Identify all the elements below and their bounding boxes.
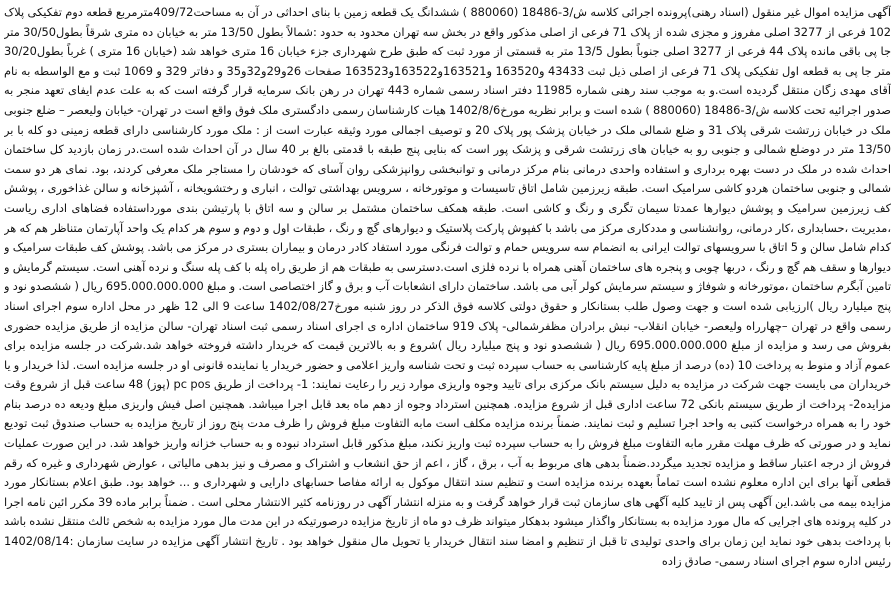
auction-notice-text: آگهی مزایده اموال غیر منقول (اسناد رهنی)پرونده اجرائی کلاسه ش/3-18486 (880060 ) ششدانگ یک قطعه زمین با بنای احداثی در آن به مساحت409/72مترمربع قطعه دوم تفکیکی پلاک 102 فرعی از 3277 اصلی مفروز و مجزی شده از پلاک 71 فرعی از اصلی مذکور واقع در بخش سه تهران محدود به حدود :شمالاً بطول 13/50 متر به خیابان ده متری شرقاً بطول30/50 متر جا پی باقی مانده پلاک 44 فرعی از 3277 اصلی جنوباً بطول 13/5 متر به قسمتی از مورد ثبت که طبق طرح شهرداری جزء خیابان 16 متری خواهد شد (خیابان 16 متری ) غرباً بطول30/20 متر جا پی به قطعه اول تفکیکی پلاک 71 فرعی از اصلی ذیل ثبت 43433 و163520 و163521و163522و163523 صفحات 26و29و32و35 و دفاتر 329 و 1069 ثبت و مع الواسطه به نام آقای مهدی زگان منتقل گردیده است.و به موجب سند رهنی شماره 11985 دفتر اسناد رسمی شماره 443 تهران در رهن بانک سرمایه قرار گرفته است که به علت عدم ایفای تعهد منجر به صدور اجرائیه تحت کلاسه ش/3-18486 (880060 ) شده است و برابر نظریه مورخ1402/8/6 هیات کارشناسان رسمی دادگستری ملک فوق واقع است در تهران- خیابان ولیعصر – ضلع جنوبی ملک در خیابان زرتشت شرقی پلاک 31 و ضلع شمالی ملک در خیابان پزشک پور پلاک 20 و توصیف اجمالی مورد وثیقه عبارت است از : ملک مورد کارشناسی دارای قطعه زمینی دو کله با بر 13/50 متر در دوضلع شمالی و جنوبی رو به خیابان های زرتشت شرقی و پزشک پور است که بنایی پنج طبقه با قدمتی بالغ بر 40 سال در آن احداث شده است.در زمان بازدید کل ساختمان احداث شده در ملک در دست بهره برداری و استفاده واحدی درمانی بنام مرکز درمانی و توانبخشی روانپزشکی روان آسای که خودشان را مستاجر ملک معرفی کردند، بود. نمای هر دو سمت شمالی و جنوبی ساختمان هردو کاشی سرامیک است. طبقه زیرزمین شامل اتاق تاسیسات و موتورخانه ، سرویس بهداشتی توالت ، انباری و رختشویخانه ، آشپزخانه و سالن غذاخوری ، پوشش کف زیرزمین سرامیک و پوشش دیوارها عمدتا سیمان تگری و رنگ و کاشی است. طبقه همکف ساختمان مشتمل بر سالن و سه اتاق با پارتیشن بندی مورداستفاده فضاهای اداری ریاست ،مدیریت ،حسابداری ،کار درمانی، روانشناسی و مددکاری مرکز می باشد با کفپوش پارکت پلاستیک و دیوارهای گچ و رنگ ، طبقات اول و دوم و سوم هر کدام یک واحد آپارتمان متناظر هم که هر کدام شامل سالن و 5 اتاق با سرویسهای توالت ایرانی به انضمام سه سرویس حمام و توالت فرنگی مورد استفاد کادر درمان و بیماران بستری در مرکز می باشد. پوشش کف طبقات سرامیک و دیوارها و سقف هم گچ و رنگ ، دربها چوبی و پنجره های ساختمان آهنی همراه با نرده فلزی است.دسترسی به طبقات هم از طریق راه پله با کف پله سنگ و نرده آهنی است. سیستم گرمایش و تامین آبگرم ساختمان ،موتورخانه و شوفاژ و سیستم سرمایش کولر آبی می باشد. ساختمان دارای انشعابات آب و برق و گاز اختصاصی است. و مبلغ 695.000.000.000 ریال ( ششصدو نود و پنج میلیارد ریال )ارزیابی شده است و جهت وصول طلب بستانکار و حقوق دولتی کلاسه فوق الذکر در روز شنبه مورخ1402/08/27 ساعت 9 الی 12 ظهر در محل اداره سوم اجرای اسناد رسمی واقع در تهران –چهارراه ولیعصر- خیابان انقلاب- نبش برادران مظفرشمالی- پلاک 919 ساختمان اداره ی اجرای اسناد رسمی ثبت اسناد تهران- سالن مزایده از طریق مزایده حضوری بفروش می رسد و مزایده از مبلغ 695.000.000.000 ریال ( ششصدو نود و پنج میلیارد ریال )شروع و به بالاترین قیمت که خریدار داشته فروخته خواهد شد.شرکت در جلسه مزایده برای عموم آزاد و منوط به پرداخت 10 (ده) درصد از مبلغ پایه کارشناسی به حساب سپرده ثبت و تحت شناسه واریز اعلامی و حضور خریدار یا نماینده قانونی او در جلسه مزایده است. لذا خریدار و یا خریداران می بایست جهت شرکت در مزایده به دلیل سیستم بانک مرکزی برای تایید وجوه واریزی موارد زیر را رعایت نمایند: 1- پرداخت از طریق pc pos (پوز) 48 ساعت قبل از شروع وقت مزایده2- پرداخت از طریق سیستم بانکی 72 ساعت اداری قبل از شروع مزایده. همچنین استرداد وجوه از دهم ماه بعد قابل اجرا میباشد. همچنین اصل فیش واریزی مبلغ ودیعه ده درصد بنام خود را به همراه درخواست کتبی به واحد اجرا تسلیم و ثبت نمایند. ضمناً برنده مزایده مکلف است مابه التفاوت مبلغ فروش را ظرف مدت پنج روز از تاریخ مزایده به حساب صندوق ثبت تودیع نماید و در صورتی که ظرف مهلت مقرر مابه التفاوت مبلغ فروش را به حساب سپرده ثبت واریز نکند، مبلغ مذکور قابل استرداد نبوده و به حساب خزانه واریز خواهد شد. در این صورت عملیات فروش از درجه اعتبار ساقط و مزایده تجدید میگردد.ضمناً بدهی های مربوط به آب ، برق ، گاز ، اعم از حق انشعاب و اشتراک و مصرف و نیز بدهی مالیاتی ، عوارض شهرداری و غیره که رقم قطعی آنها برای این اداره معلوم نشده است تماماً بعهده برنده مزایده است و تنظیم سند انتقال موکول به ارائه مفاصا حسابهای دارایی و شهرداری و ... خواهد بود. طبق اعلام بستانکار مورد مزایده بیمه می باشد.این آگهی پس از تایید کلیه آگهی های سازمان ثبت قرار خواهد گرفت و به منزله انتشار آگهی در روزنامه کثیر الانتشار محلی است . ضمناً برابر ماده 39 مکرر ائین نامه اجرا در کلیه پرونده های اجرایی که مال مورد مزایده به بستانکار واگذار میشود بدهکار میتواند ظرف دو ماه از تاریخ مزایده درصورتیکه در این مدت مال مورد مزایده به شخص ثالث منتقل نشده باشد با پرداخت بدهی خود نماید این زمان برای واحدی تولیدی تا قبل از تنظیم و امضا سند انتقال خریدار یا تحویل مال منقول خواهد بود . تاریخ انتشار آگهی مزایده در سایت سازمان :1402/08/14 رئیس اداره سوم اجرای اسناد رسمی- صادق زاده [4,5,891,568]
